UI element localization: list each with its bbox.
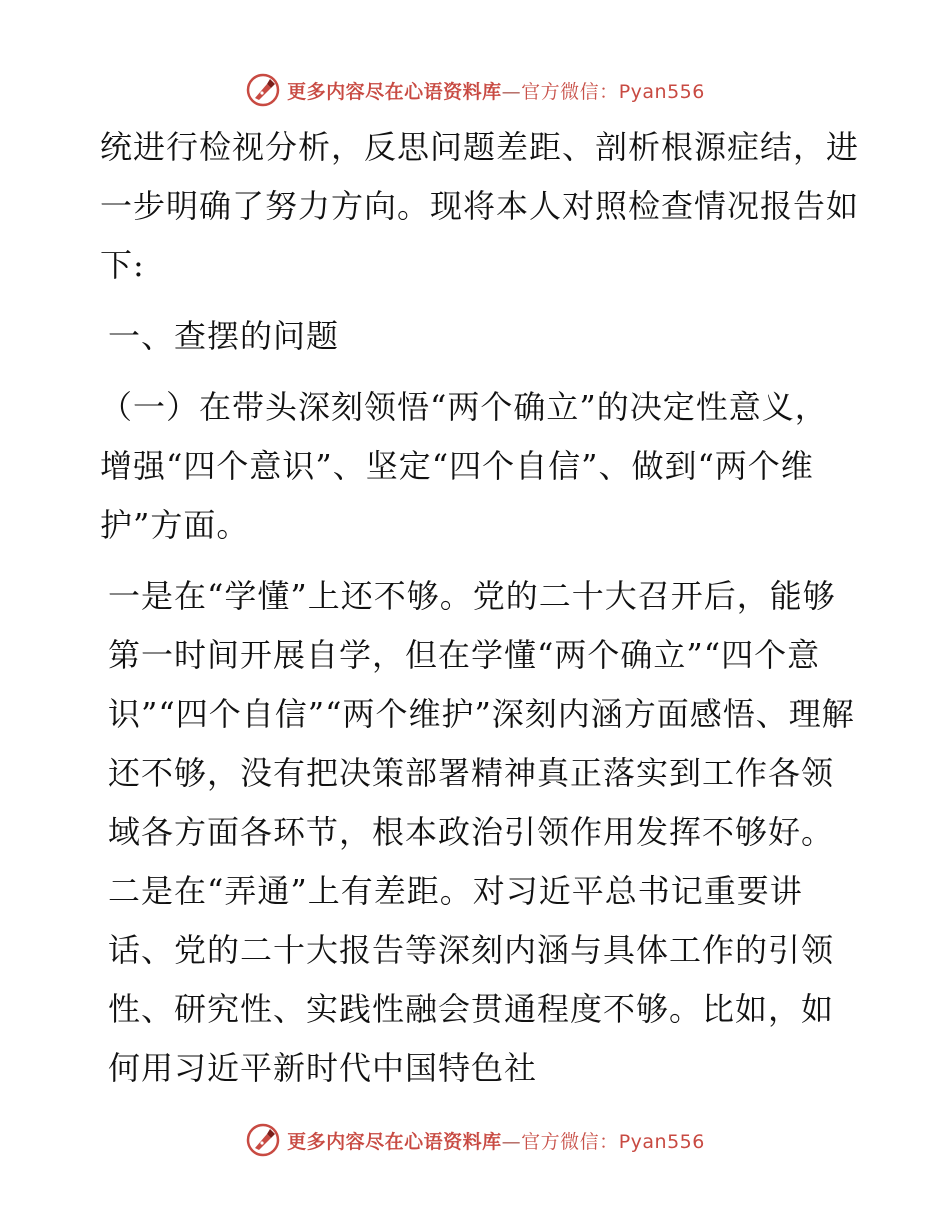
- banner-wechat-label: 官方微信：: [521, 80, 619, 103]
- pen-nib-logo-icon: [245, 72, 281, 108]
- banner-wechat-id: Pyan556: [618, 80, 705, 103]
- banner-separator: —: [501, 80, 522, 103]
- banner-wechat-id: Pyan556: [618, 1130, 705, 1153]
- subsection-heading: （一）在带头深刻领悟“两个确立”的决定性意义，增强“四个意识”、坚定“四个自信”、做到“两个维护”方面。: [100, 388, 828, 544]
- paragraph-intro: 统进行检视分析，反思问题差距、剖析根源症结，进一步明确了努力方向。现将本人对照检查情况报告如下:: [100, 128, 860, 284]
- banner-text: [287, 77, 705, 104]
- footer-banner: [0, 1118, 950, 1162]
- banner-main-text: 更多内容尽在心语资料库: [287, 80, 502, 103]
- header-banner: [0, 68, 950, 112]
- banner-wechat-label: 官方微信：: [521, 1130, 619, 1153]
- banner-main-text: 更多内容尽在心语资料库: [287, 1130, 502, 1153]
- pen-nib-logo-icon: [245, 1122, 281, 1158]
- paragraph-body: 一是在“学懂”上还不够。党的二十大召开后，能够第一时间开展自学，但在学懂“两个确立”“四个意识”“四个自信”“两个维护”深刻内涵方面感悟、理解还不够，没有把决策部署精神真正落实到工作各领域各方面各环节，根本政治引领作用发挥不够好。二是在“弄通”上有差距。对习近平总书记重要讲话、党的二十大报告等深刻内涵与具体工作的引领性、研究性、实践性融会贯通程度不够。比如，如何用习近平新时代中国特色社: [108, 577, 855, 1087]
- banner-text: [287, 1127, 705, 1154]
- banner-separator: —: [501, 1130, 522, 1153]
- document-body: [100, 118, 860, 1098]
- section-heading: 一、查摆的问题: [108, 317, 340, 355]
